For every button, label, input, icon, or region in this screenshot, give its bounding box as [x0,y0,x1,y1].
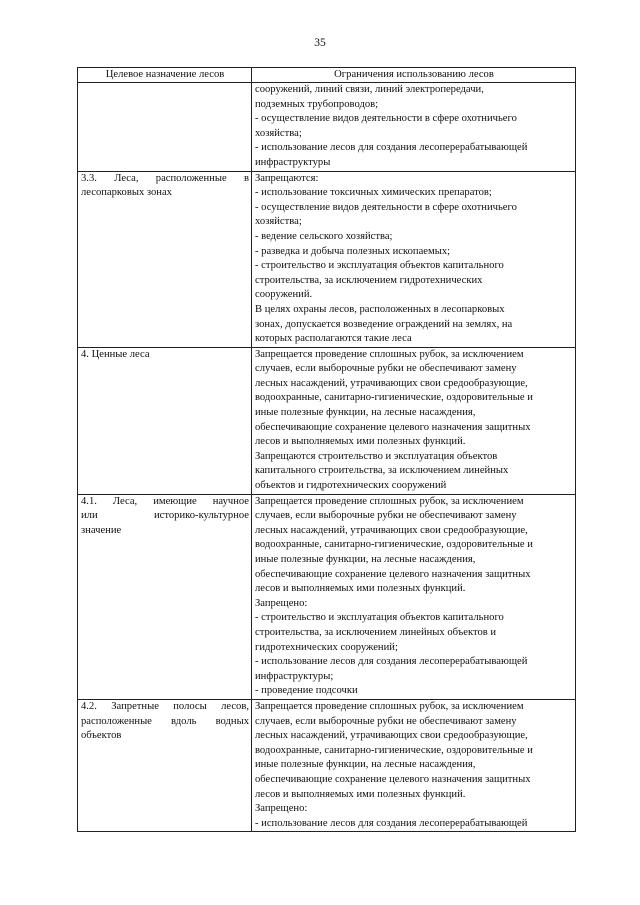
restriction-line: объектов и гидротехнических сооружений [255,480,447,492]
restriction-line: сооружений. [255,289,313,301]
table-row [78,171,576,347]
table-header-row [78,68,576,83]
table-row [78,347,576,494]
purpose-cell [78,83,252,172]
restriction-line: иные полезные функции, на лесные насаждения, [255,407,476,419]
restriction-line: случаев, если выборочные рубки не обеспечивают замену [255,510,517,522]
purpose-line: или историко-культурное [81,510,249,522]
restriction-line: обеспечивающие сохранение целевого назначения защитных [255,773,531,785]
restriction-line: - осуществление видов деятельности в сфере охотничьего [255,201,517,213]
restrictions-cell [252,494,576,699]
restriction-line: лесных насаждений, утрачивающих свои средообразующие, [255,730,528,742]
restriction-line: сооружений, линий связи, линий электропередачи, [255,84,484,95]
restrictions-cell [252,83,576,172]
restriction-line: - использование лесов для создания лесоперерабатывающей [255,817,528,829]
purpose-cell [78,347,252,494]
restrictions-cell [252,699,576,831]
restriction-line: водоохранные, санитарно-гигиенические, оздоровительные и [255,392,533,404]
restriction-line: хозяйства; [255,127,302,139]
restriction-line: хозяйства; [255,216,302,228]
restriction-line: водоохранные, санитарно-гигиенические, оздоровительные и [255,539,533,551]
restriction-line: - разведка и добыча полезных ископаемых; [255,245,451,257]
header-purpose: Целевое назначение лесов [78,68,252,83]
restriction-line: Запрещено: [255,597,308,609]
purpose-line: 4.2. Запретные полосы лесов, [81,700,249,712]
restriction-line: лесов и выполняемых ими полезных функций. [255,436,466,448]
purpose-line: 4.1. Леса, имеющие научное [81,495,249,507]
restriction-line: Запрещаются строительство и эксплуатация объектов [255,450,498,462]
restriction-line: В целях охраны лесов, расположенных в лесопарковых [255,303,505,315]
purpose-cell [78,699,252,831]
restriction-line: водоохранные, санитарно-гигиенические, оздоровительные и [255,744,533,756]
table-row [78,699,576,831]
restriction-line: строительства, за исключением гидротехнических [255,274,483,286]
table-row [78,83,576,172]
restriction-line: строительства, за исключением линейных объектов и [255,626,497,638]
purpose-line: лесопарковых зонах [81,187,172,199]
restriction-line: лесных насаждений, утрачивающих свои средообразующие, [255,377,528,389]
restrictions-cell [252,171,576,347]
restriction-line: Запрещаются: [255,172,319,184]
restriction-line: иные полезные функции, на лесные насаждения, [255,554,476,565]
restriction-line: - проведение подсочки [255,685,358,697]
restriction-line: - осуществление видов деятельности в сфере охотничьего [255,113,517,125]
purpose-line: 4. Ценные леса [81,348,150,360]
purpose-line: значение [81,524,122,536]
restriction-line: зонах, допускается возведение ограждений на землях, на [255,318,513,330]
header-restrictions: Ограничения использованию лесов [252,68,576,83]
restrictions-cell [252,347,576,494]
restriction-line: Запрещается проведение сплошных рубок, за исключением [255,495,524,507]
purpose-line: 3.3. Леса, расположенные в [81,172,249,184]
restriction-line: - использование лесов для создания лесоперерабатывающей [255,656,528,668]
purpose-cell [78,494,252,699]
restriction-line: которых располагаются такие леса [255,333,412,345]
restriction-line: случаев, если выборочные рубки не обеспечивают замену [255,363,517,375]
purpose-line: объектов [81,730,122,742]
restriction-line: инфраструктуры; [255,670,334,682]
restriction-line: подземных трубопроводов; [255,98,379,110]
restriction-line: - строительство и эксплуатация объектов капитального [255,612,504,624]
restriction-line: Запрещено: [255,803,308,815]
restriction-line: гидротехнических сооружений; [255,641,398,653]
restriction-line: лесов и выполняемых ими полезных функций. [255,788,466,800]
restriction-line: лесных насаждений, утрачивающих свои средообразующие, [255,524,528,536]
restriction-line: лесов и выполняемых ими полезных функций. [255,583,466,595]
restriction-line: обеспечивающие сохранение целевого назначения защитных [255,568,531,580]
restriction-line: случаев, если выборочные рубки не обеспечивают замену [255,715,517,727]
table-row [78,494,576,699]
restriction-line: Запрещается проведение сплошных рубок, за исключением [255,700,524,712]
restriction-line: - ведение сельского хозяйства; [255,230,393,242]
restriction-line: - использование лесов для создания лесоперерабатывающей [255,142,528,154]
restriction-line: капитального строительства, за исключением линейных [255,465,509,477]
restriction-line: иные полезные функции, на лесные насаждения, [255,759,476,771]
forest-restrictions-table [77,67,576,832]
page-number: 35 [314,37,326,49]
purpose-cell [78,171,252,347]
restriction-line: Запрещается проведение сплошных рубок, за исключением [255,348,524,360]
table-body [78,83,576,832]
restriction-line: обеспечивающие сохранение целевого назначения защитных [255,421,531,433]
restriction-line: - строительство и эксплуатация объектов капитального [255,260,504,272]
restriction-line: - использование токсичных химических препаратов; [255,187,492,199]
purpose-line: расположенные вдоль водных [81,715,249,727]
restriction-line: инфраструктуры [255,156,331,168]
